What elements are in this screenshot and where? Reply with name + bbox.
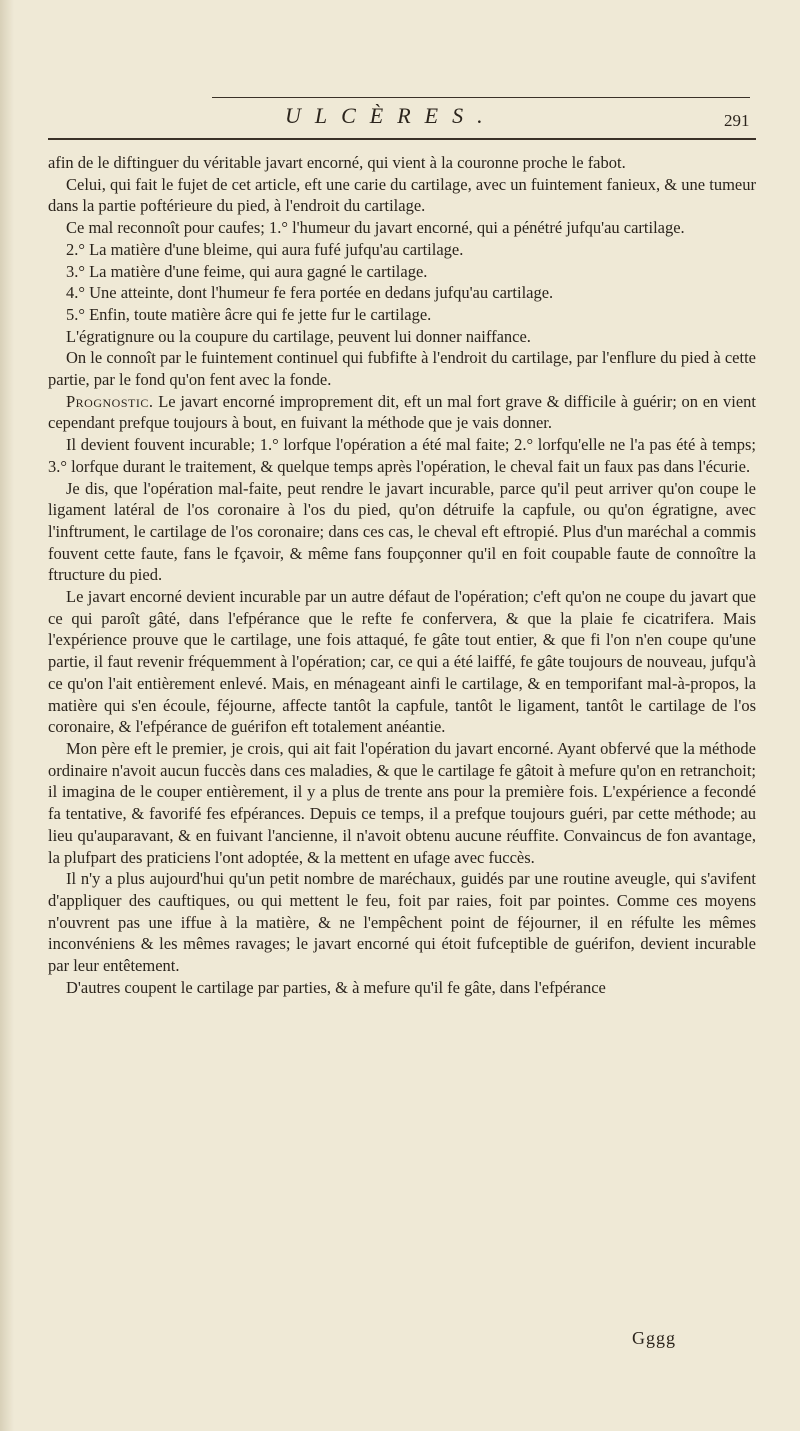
prognostic-label: Prognostic. bbox=[66, 391, 154, 411]
paragraph: afin de le diftinguer du véritable javart encorné, qui vient à la couronne proche le fabot. bbox=[48, 153, 626, 172]
page-edge bbox=[0, 0, 14, 1431]
paragraph: 2.° La matière d'une bleime, qui aura fufé jufqu'au cartilage. bbox=[66, 239, 464, 259]
paragraph: Je dis, que l'opération mal-faite, peut rendre le javart incurable, parce qu'il peut arriver qu'on coupe le ligament latéral de l'os coronaire à l'os du pied, qu'on détruife la capfule, ou qu'on égratigne, avec l'inftrument, le cartilage de l'os coronaire; dans ces cas, le cheval eft eftropié. Plus d'un maréchal a commis fouvent cette faute, fans le fçavoir, & même fans foupçonner qu'il en foit coupable faute de connoître la ftructure du pied. bbox=[48, 478, 756, 585]
paragraph: Celui, qui fait le fujet de cet article, eft une carie du cartilage, avec un fuintement fanieux, & une tumeur dans la partie poftérieure du pied, à l'endroit du cartilage. bbox=[48, 174, 756, 216]
paragraph: Il n'y a plus aujourd'hui qu'un petit nombre de maréchaux, guidés par une routine aveugle, qui s'avifent d'appliquer des cauftiques, ou qui mettent le feu, foit par raies, foit par pointes. Comme ces moyens n'ouvrent pas une iffue à la matière, & ne l'empêchent point de féjourner, il en réfulte les mêmes inconvéniens & les mêmes ravages; le javart encorné qui étoit fufceptible de guérifon, devient incurable par leur entêtement. bbox=[48, 869, 756, 976]
paragraph: Mon père eft le premier, je crois, qui ait fait l'opération du javart encorné. Ayant obfervé que la méthode ordinaire n'avoit aucun fuccès dans ces maladies, & que le cartilage fe gâtoit à mefure qu'on en retranchoit; il imagina de le couper entièrement, il y a plus de trente ans pour la première fois. L'expérience a fecondé fa tentative, & favorifé fes efpérances. Depuis ce temps, il a prefque toujours guéri, par cette méthode; au lieu qu'auparavant, & en fuivant l'ancienne, il n'avoit obtenu aucune réuffite. Convaincus de fon avantage, la plufpart des praticiens l'ont adoptée, & la mettent en ufage avec fuccès. bbox=[48, 738, 756, 867]
paragraph: L'égratignure ou la coupure du cartilage, peuvent lui donner naiffance. bbox=[66, 326, 531, 346]
paragraph: 5.° Enfin, toute matière âcre qui fe jette fur le cartilage. bbox=[66, 304, 432, 324]
page-header bbox=[0, 103, 800, 137]
running-title: ULCÈRES. bbox=[285, 103, 497, 128]
paragraph: 3.° La matière d'une feime, qui aura gagné le cartilage. bbox=[66, 261, 428, 281]
paragraph: On le connoît par le fuintement continuel qui fubfifte à l'endroit du cartilage, par l'enflure du pied à cette partie, par le fond qu'on fent avec la fonde. bbox=[48, 348, 756, 390]
header-rule-bottom bbox=[48, 138, 756, 140]
body-text bbox=[48, 152, 756, 998]
signature-mark: Gggg bbox=[632, 1328, 676, 1348]
paragraph: 4.° Une atteinte, dont l'humeur fe fera portée en dedans jufqu'au cartilage. bbox=[66, 283, 554, 303]
paragraph-text: Le javart encorné improprement dit, eft un mal fort grave & difficile à guérir; on en vient cependant prefque toujours à bout, en fuivant la méthode que je vais donner. bbox=[48, 391, 757, 433]
paragraph: D'autres coupent le cartilage par parties, & à mefure qu'il fe gâte, dans l'efpérance bbox=[66, 977, 606, 997]
prognostic-paragraph bbox=[48, 391, 756, 434]
paragraph: Le javart encorné devient incurable par un autre défaut de l'opération; c'eft qu'on ne coupe du javart que ce qui paroît gâté, dans l'efpérance que le refte fe confervera, & que la plaie fe cicatrifera. Mais l'expérience prouve que le cartilage, une fois attaqué, fe gâte tout entier, & que fi l'on n'en coupe qu'une partie, il faut revenir fréquemment à l'opération; car, ce qui a été laiffé, fe gâte toujours de nouveau, jufqu'à ce qu'on l'ait entièrement enlevé. Mais, en ménageant ainfi le cartilage, & en temporifant mal-à-propos, la matière qui s'en écoule, féjourne, affecte tantôt la capfule, tantôt le ligament, tantôt le cartilage de l'os coronaire, & l'efpérance de guérifon eft totalement anéantie. bbox=[48, 587, 756, 737]
paragraph: Ce mal reconnoît pour caufes; 1.° l'humeur du javart encorné, qui a pénétré jufqu'au cartilage. bbox=[66, 218, 685, 238]
paragraph: Il devient fouvent incurable; 1.° lorfque l'opération a été mal faite; 2.° lorfqu'elle ne l'a pas été à temps; 3.° lorfque durant le traitement, & quelque temps après l'opération, le cheval fait un faux pas dans l'écurie. bbox=[48, 435, 756, 476]
page-number: 291 bbox=[724, 111, 750, 130]
header-rule-top bbox=[212, 97, 750, 98]
